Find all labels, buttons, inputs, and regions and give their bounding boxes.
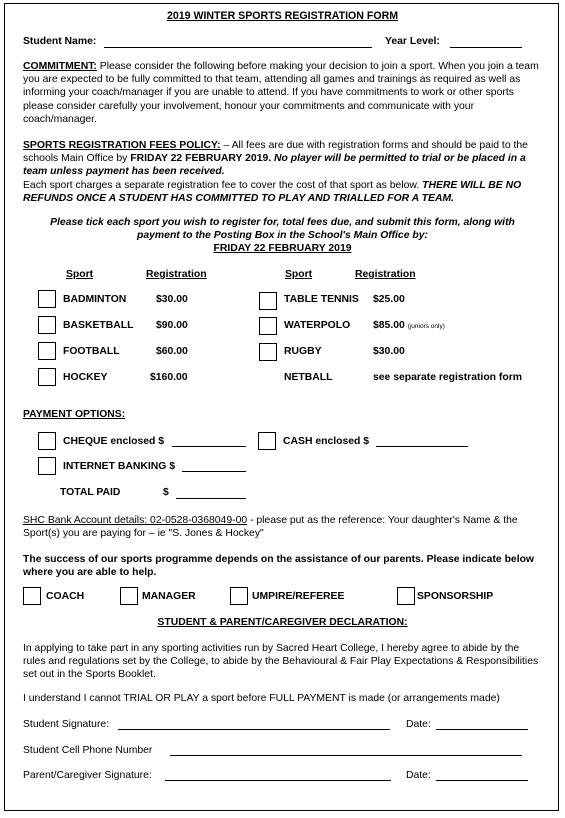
instruction-deadline: FRIDAY 22 FEBRUARY 2019: [213, 243, 352, 254]
parent-signature-label: Parent/Caregiver Signature:: [23, 770, 152, 781]
phone-label: Student Cell Phone Number: [23, 745, 153, 756]
student-name-label: Student Name:: [23, 36, 97, 47]
help-text: The success of our sports programme depends on the assistance of our parents. Please indicate below where you are able to help.: [23, 554, 535, 579]
fees-refund: THERE WILL BE NO REFUNDS ONCE A STUDENT HAS COMMITTED TO PLAY AND TRIALLED FOR A TEAM.: [23, 179, 522, 204]
sport-fee: $90.00: [156, 320, 188, 331]
fees-warning: No player will be permitted to trial or be placed in a team unless payment has been received.: [23, 153, 526, 178]
coach-checkbox[interactable]: [23, 587, 41, 605]
umpire-referee-checkbox[interactable]: [230, 587, 248, 605]
student-date-label: Date:: [406, 719, 431, 730]
sport-header-left: Sport: [66, 269, 94, 280]
declaration-text: In applying to take part in any sporting activities run by Sacred Heart College, I hereby agree to abide by the rules and regulations set by the College, to abide by the Behavioural & Fair Play Expectations & Responsibilities set out in the Sports Booklet.: [23, 643, 539, 681]
help-option: MANAGER: [142, 591, 196, 602]
fees-text2: Each sport charges a separate registration fee to cover the cost of that sport as below.: [23, 179, 423, 191]
bank-text: - please put as the reference: Your daughter's Name & the Sport(s) you are paying for – ie "S. Jones & Hockey": [23, 515, 518, 540]
payment-heading: PAYMENT OPTIONS:: [23, 409, 126, 420]
help-option: COACH: [46, 591, 85, 602]
internet-banking-label: INTERNET BANKING $: [63, 461, 175, 472]
registration-header-left: Registration: [146, 269, 207, 280]
rugby-checkbox[interactable]: [259, 343, 277, 361]
student-date-field[interactable]: [436, 719, 528, 730]
waterpolo-checkbox[interactable]: [259, 317, 277, 335]
cash-amount-field[interactable]: [376, 436, 468, 447]
sport-fee: see separate registration form: [373, 372, 522, 383]
help-option: UMPIRE/REFEREE: [252, 591, 345, 602]
commitment-heading: COMMITMENT:: [23, 61, 97, 72]
student-signature-field[interactable]: [118, 719, 390, 730]
sport-name: HOCKEY: [63, 372, 108, 383]
cash-checkbox[interactable]: [258, 432, 276, 450]
instruction-line2: payment to the Posting Box in the School's Main Office by:: [137, 230, 428, 241]
parent-signature-field[interactable]: [165, 770, 391, 781]
sport-name: TABLE TENNIS: [284, 294, 359, 305]
basketball-checkbox[interactable]: [38, 316, 56, 334]
sport-fee: $85.00: [373, 320, 405, 331]
internet-banking-checkbox[interactable]: [38, 457, 56, 475]
commitment-section: [23, 60, 543, 126]
cheque-checkbox[interactable]: [38, 432, 56, 450]
sport-fee: $25.00: [373, 294, 405, 305]
sport-header-right: Sport: [285, 269, 313, 280]
sport-fee: $30.00: [373, 346, 405, 357]
sport-name: RUGBY: [284, 346, 322, 357]
fees-heading: SPORTS REGISTRATION FEES POLICY:: [23, 140, 221, 151]
sport-fee: $160.00: [150, 372, 188, 383]
bank-details: SHC Bank Account details: 02-0528-0368049-00: [23, 515, 248, 526]
instruction-line1: Please tick each sport you wish to register for, total fees due, and submit this form, along with: [50, 217, 515, 228]
football-checkbox[interactable]: [38, 342, 56, 360]
sport-fee: $60.00: [156, 346, 188, 357]
parent-date-field[interactable]: [436, 770, 528, 781]
total-dollar-sign: $: [163, 487, 169, 498]
fees-deadline: FRIDAY 22 FEBRUARY 2019.: [130, 153, 272, 165]
sport-name: WATERPOLO: [284, 320, 351, 331]
declaration-heading: STUDENT & PARENT/CAREGIVER DECLARATION:: [157, 617, 408, 628]
total-paid-field[interactable]: [176, 488, 246, 499]
hockey-checkbox[interactable]: [38, 368, 56, 386]
sport-name: FOOTBALL: [63, 346, 120, 357]
cheque-amount-field[interactable]: [172, 436, 246, 447]
cheque-label: CHEQUE enclosed $: [63, 436, 165, 447]
sport-name: BASKETBALL: [63, 320, 134, 331]
cash-label: CASH enclosed $: [283, 436, 370, 447]
parent-date-label: Date:: [406, 770, 431, 781]
manager-checkbox[interactable]: [120, 587, 138, 605]
internet-banking-amount-field[interactable]: [182, 461, 246, 472]
student-signature-label: Student Signature:: [23, 719, 110, 730]
year-level-label: Year Level:: [385, 36, 440, 47]
help-option: SPONSORSHIP: [417, 591, 494, 602]
table-tennis-checkbox[interactable]: [259, 292, 277, 310]
form-title: 2019 WINTER SPORTS REGISTRATION FORM: [166, 10, 399, 22]
year-level-field[interactable]: [450, 37, 522, 48]
sport-name: NETBALL: [284, 372, 333, 383]
sport-name: BADMINTON: [63, 294, 127, 305]
registration-header-right: Registration: [355, 269, 416, 280]
total-paid-label: TOTAL PAID: [60, 487, 121, 498]
sport-fee-with-note: [373, 320, 445, 331]
payment-understanding-text: I understand I cannot TRIAL OR PLAY a sport before FULL PAYMENT is made (or arrangements made): [23, 693, 500, 704]
phone-field[interactable]: [170, 745, 522, 756]
badminton-checkbox[interactable]: [38, 290, 56, 308]
student-name-field[interactable]: [104, 37, 372, 48]
fees-policy-section: [23, 139, 543, 205]
fees-text1: – All fees are due with registration forms and should be paid to the schools Main Office by: [23, 140, 528, 165]
sponsorship-checkbox[interactable]: [397, 587, 415, 605]
sport-fee: $30.00: [156, 294, 188, 305]
sport-fee-note: (juniors only): [407, 323, 445, 330]
commitment-text: Please consider the following before making your decision to join a sport. When you join a team you are expected to be fully committed to that team, attending all games and trainings as required as well as informing your coach/manager if you are unable to attend. If you have commitments to work or other sports please consider carefully your involvement, honour your commitments and communicate with your coach/manager.: [23, 61, 539, 125]
bank-section: [23, 514, 543, 540]
